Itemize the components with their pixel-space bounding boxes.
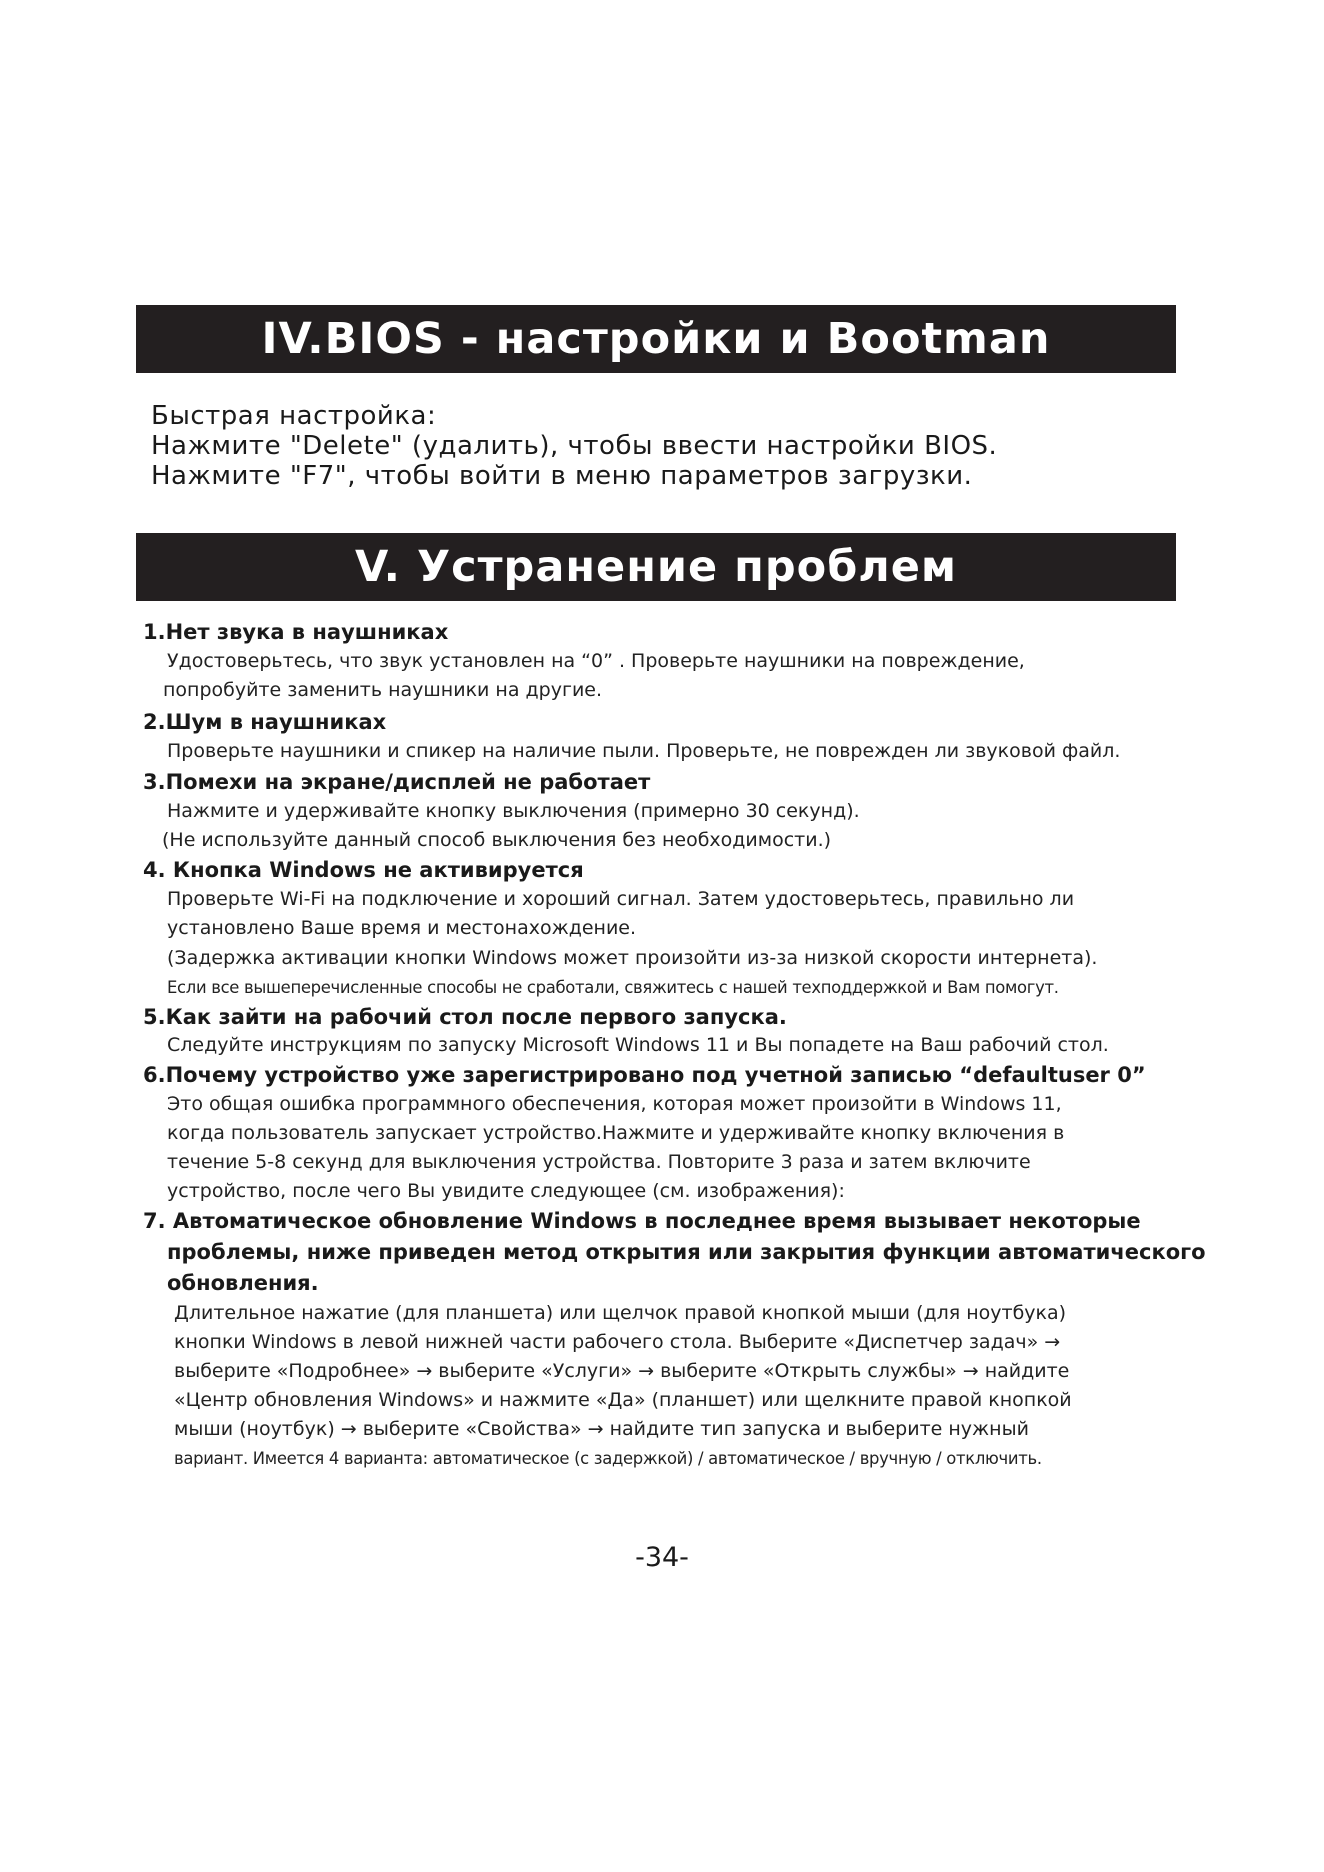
item-7-line-1: Длительное нажатие (для планшета) или щелчок правой кнопкой мыши (для ноутбука) (174, 1302, 1067, 1324)
item-2-line-1: Проверьте наушники и спикер на наличие пыли. Проверьте, не поврежден ли звуковой файл. (167, 740, 1121, 762)
item-7-title-line-1: 7. Автоматическое обновление Windows в последнее время вызывает некоторые (143, 1209, 1141, 1233)
item-7-line-4: «Центр обновления Windows» и нажмите «Да» (планшет) или щелкните правой кнопкой (174, 1389, 1072, 1411)
item-1-line-2: попробуйте заменить наушники на другие. (163, 679, 603, 701)
item-6-line-2: когда пользователь запускает устройство.Нажмите и удерживайте кнопку включения в (167, 1122, 1065, 1144)
item-1-title: 1.Нет звука в наушниках (143, 620, 449, 644)
item-7-line-2: кнопки Windows в левой нижней части рабочего стола. Выберите «Диспетчер задач» → (174, 1331, 1061, 1353)
item-6-line-3: течение 5-8 секунд для выключения устройства. Повторите 3 раза и затем включите (167, 1151, 1031, 1173)
page-number: -34- (635, 1542, 689, 1573)
item-6-line-1: Это общая ошибка программного обеспечения, которая может произойти в Windows 11, (167, 1093, 1062, 1115)
item-4-line-4: Если все вышеперечисленные способы не сработали, свяжитесь с нашей техподдержкой и Вам помогут. (167, 978, 1059, 997)
quick-setup-line-f7: Нажмите "F7", чтобы войти в меню параметров загрузки. (151, 461, 973, 491)
item-6-title: 6.Почему устройство уже зарегистрировано под учетной записью “defaultuser 0” (143, 1063, 1146, 1087)
item-4-line-2: установлено Ваше время и местонахождение. (167, 917, 637, 939)
item-3-line-1: Нажмите и удерживайте кнопку выключения (примерно 30 секунд). (167, 800, 860, 822)
quick-setup-heading: Быстрая настройка: (151, 401, 437, 431)
item-7-title-line-3: обновления. (167, 1271, 319, 1295)
section-title-bios: IV.BIOS - настройки и Bootman (136, 305, 1176, 373)
item-4-title: 4. Кнопка Windows не активируется (143, 858, 584, 882)
item-4-line-1: Проверьте Wi-Fi на подключение и хороший сигнал. Затем удостоверьтесь, правильно ли (167, 888, 1075, 910)
item-7-title-line-2: проблемы, ниже приведен метод открытия или закрытия функции автоматического (167, 1240, 1206, 1264)
item-4-line-3: (Задержка активации кнопки Windows может произойти из-за низкой скорости интернета). (167, 947, 1098, 969)
item-3-line-2: (Не используйте данный способ выключения без необходимости.) (162, 829, 832, 851)
item-2-title: 2.Шум в наушниках (143, 710, 387, 734)
section-title-troubleshooting: V. Устранение проблем (136, 533, 1176, 601)
item-3-title: 3.Помехи на экране/дисплей не работает (143, 770, 651, 794)
item-7-line-3: выберите «Подробнее» → выберите «Услуги» → выберите «Открыть службы» → найдите (174, 1360, 1070, 1382)
item-5-title: 5.Как зайти на рабочий стол после первого запуска. (143, 1005, 787, 1029)
item-6-line-4: устройство, после чего Вы увидите следующее (см. изображения): (167, 1180, 845, 1202)
quick-setup-line-delete: Нажмите "Delete" (удалить), чтобы ввести настройки BIOS. (151, 431, 998, 461)
item-5-line-1: Следуйте инструкциям по запуску Microsoft Windows 11 и Вы попадете на Ваш рабочий стол. (167, 1034, 1109, 1056)
item-1-line-1: Удостоверьтесь, что звук установлен на “0” . Проверьте наушники на повреждение, (167, 650, 1025, 672)
item-7-line-6: вариант. Имеется 4 варианта: автоматическое (с задержкой) / автоматическое / вручную / отключить. (174, 1449, 1042, 1468)
item-7-line-5: мыши (ноутбук) → выберите «Свойства» → найдите тип запуска и выберите нужный (174, 1418, 1029, 1440)
